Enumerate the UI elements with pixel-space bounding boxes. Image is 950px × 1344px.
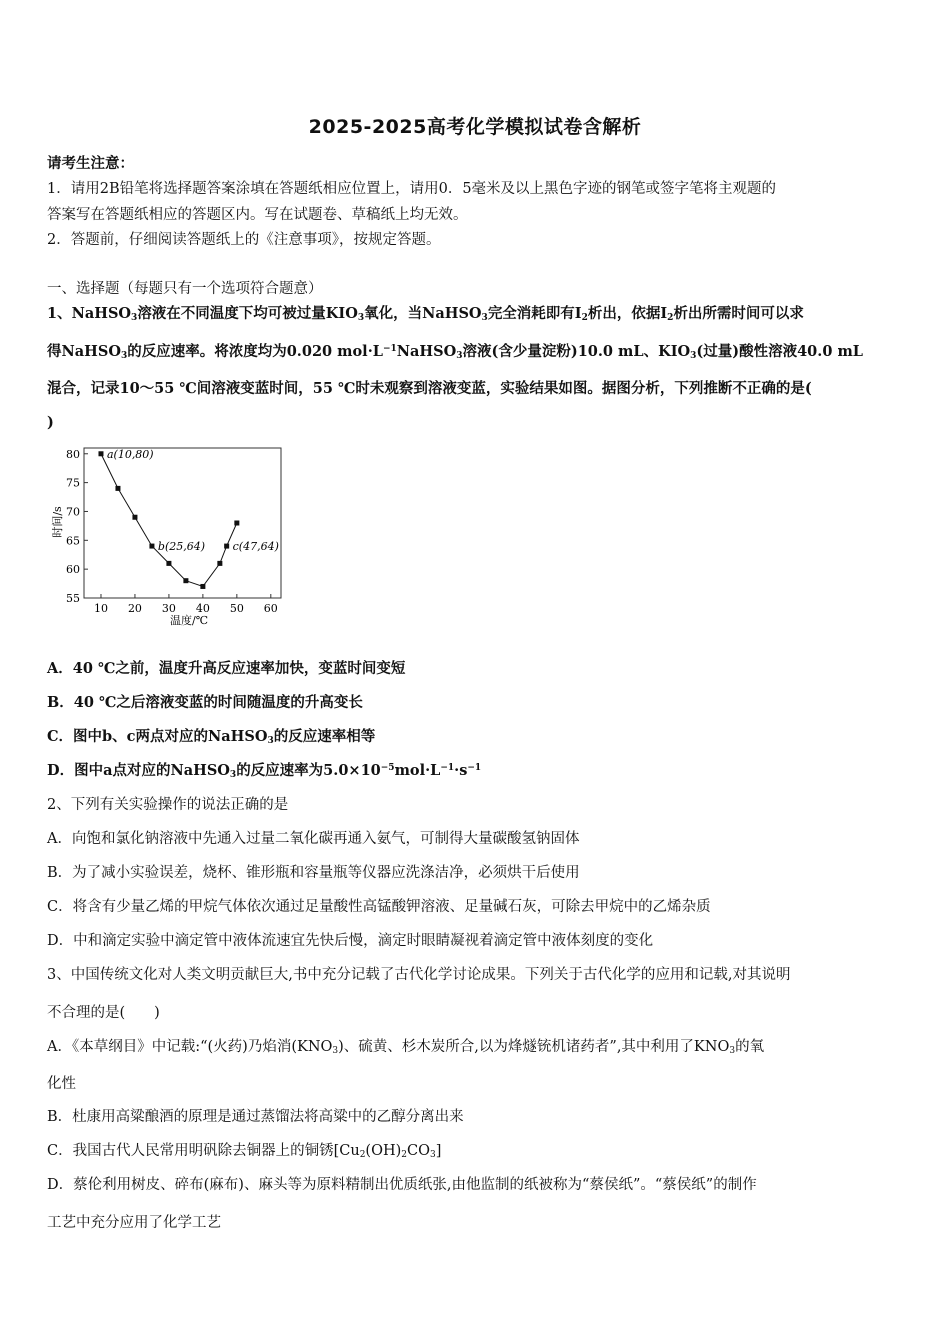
point-annotation: a(10,80) [106, 447, 154, 461]
q1-stem-line-3: 混合，记录10～55 ℃间溶液变蓝时间，55 ℃时未观察到溶液变蓝，实验结果如图。据图分析，下列推断不正确的是( [47, 380, 812, 397]
q3-option-b: B．杜康用高粱酿酒的原理是通过蒸馏法将高粱中的乙醇分离出来 [47, 1109, 464, 1125]
q1-option-a: A．40 ℃之前，温度升高反应速率加快，变蓝时间变短 [47, 660, 406, 677]
series-line [101, 454, 237, 587]
notice-item-1-cont: 答案写在答题纸相应的答题区内。写在试题卷、草稿纸上均无效。 [47, 207, 468, 223]
q2-option-a: A．向饱和氯化钠溶液中先通入过量二氧化碳再通入氨气，可制得大量碳酸氢钠固体 [47, 831, 580, 847]
q3-option-a: A．《本草纲目》中记载:“(火药)乃焰消$(KNO_3)$、硫黄、杉木炭所合,以为烽燧铳机诸药者”,其中利用了$KNO_3$的氧 [47, 1039, 765, 1056]
y-tick-label: 60 [66, 563, 80, 577]
y-axis-ticks [66, 448, 88, 605]
q1-option-d: D．图中a点对应的NaHSO$_3$的反应速率为$5.0\times 10^{-5}mol\cdot L^{-1}\cdot s^{-1}$ [47, 762, 482, 780]
x-tick-label: 30 [161, 602, 176, 615]
q1-stem-line-4: ) [47, 414, 54, 431]
data-points [98, 451, 239, 589]
x-tick-label: 60 [263, 602, 278, 615]
q3-option-a-cont: 化性 [47, 1076, 76, 1092]
y-tick-label: 70 [66, 505, 80, 519]
data-point [200, 584, 205, 589]
q2-stem: 2、下列有关实验操作的说法正确的是 [47, 797, 289, 813]
data-point [132, 515, 137, 520]
x-tick-label: 40 [195, 602, 210, 615]
q3-option-c: C．我国古代人民常用明矾除去铜器上的铜锈$[Cu_2(OH)_2CO_3]$ [47, 1143, 442, 1160]
notice-item-1: 1．请用2B铅笔将选择题答案涂填在答题纸相应位置上，请用0．5毫米及以上黑色字迹的钢笔或签字笔将主观题的 [47, 181, 777, 197]
y-tick-label: 55 [66, 592, 80, 605]
data-point [224, 544, 229, 549]
data-point [149, 544, 154, 549]
y-axis-label: 时间/s [51, 506, 64, 538]
q1-option-c: C．图中b、c两点对应的NaHSO$_3$的反应速率相等 [47, 728, 376, 746]
data-point [166, 561, 171, 566]
plot-frame [84, 448, 281, 598]
q2-option-c: C．将含有少量乙烯的甲烷气体依次通过足量酸性高锰酸钾溶液、足量碱石灰，可除去甲烷中的乙烯杂质 [47, 899, 711, 915]
page-title: 2025-2025高考化学模拟试卷含解析 [308, 116, 642, 138]
notice-item-2: 2．答题前，仔细阅读答题纸上的《注意事项》，按规定答题。 [47, 232, 441, 248]
point-annotation: c(47,64) [232, 540, 279, 554]
point-annotations [107, 448, 279, 553]
data-point [183, 578, 188, 583]
q3-stem-line-2: 不合理的是( ) [47, 1005, 160, 1021]
y-tick-label: 65 [66, 534, 80, 548]
temperature-time-chart [47, 442, 287, 632]
q3-option-d-cont: 工艺中充分应用了化学工艺 [47, 1215, 221, 1231]
y-tick-label: 80 [66, 447, 80, 461]
q3-option-d: D．蔡伦利用树皮、碎布(麻布)、麻头等为原料精制出优质纸张,由他监制的纸被称为“蔡侯纸”。“蔡侯纸”的制作 [47, 1177, 757, 1193]
notice-heading: 请考生注意： [47, 155, 134, 172]
x-tick-label: 20 [127, 602, 142, 615]
q2-option-b: B．为了减小实验误差，烧杯、锥形瓶和容量瓶等仪器应洗涤洁净，必须烘干后使用 [47, 865, 580, 881]
point-annotation: b(25,64) [157, 540, 206, 554]
section-heading: 一、选择题（每题只有一个选项符合题意） [47, 281, 323, 297]
q1-option-b: B．40 ℃之后溶液变蓝的时间随温度的升高变长 [47, 694, 363, 711]
data-point [234, 521, 239, 526]
data-point [115, 486, 120, 491]
x-tick-label: 50 [229, 602, 244, 615]
q2-option-d: D．中和滴定实验中滴定管中液体流速宜先快后慢，滴定时眼睛凝视着滴定管中液体刻度的变化 [47, 933, 654, 949]
x-axis-label: 温度/℃ [169, 614, 209, 627]
q1-stem-line-1: 1、NaHSO$_3$溶液在不同温度下均可被过量$KIO_3$氧化，当NaHSO$_3$完全消耗即有$I_2$析出，依据$I_2$析出所需时间可以求 [47, 305, 804, 323]
q1-stem-line-2: 得NaHSO$_3$的反应速率。将浓度均为0.020 $mol\cdot L^{-1}NaHSO_3$溶液(含少量淀粉)10.0 mL、$KIO_3$(过量)酸性溶液40.0 mL [47, 343, 863, 361]
q3-stem-line-1: 3、中国传统文化对人类文明贡献巨大,书中充分记载了古代化学讨论成果。下列关于古代化学的应用和记载,对其说明 [47, 967, 791, 983]
data-point [98, 451, 103, 456]
x-axis-ticks [94, 594, 278, 615]
y-tick-label: 75 [66, 476, 80, 490]
x-tick-label: 10 [93, 602, 108, 615]
data-point [217, 561, 222, 566]
